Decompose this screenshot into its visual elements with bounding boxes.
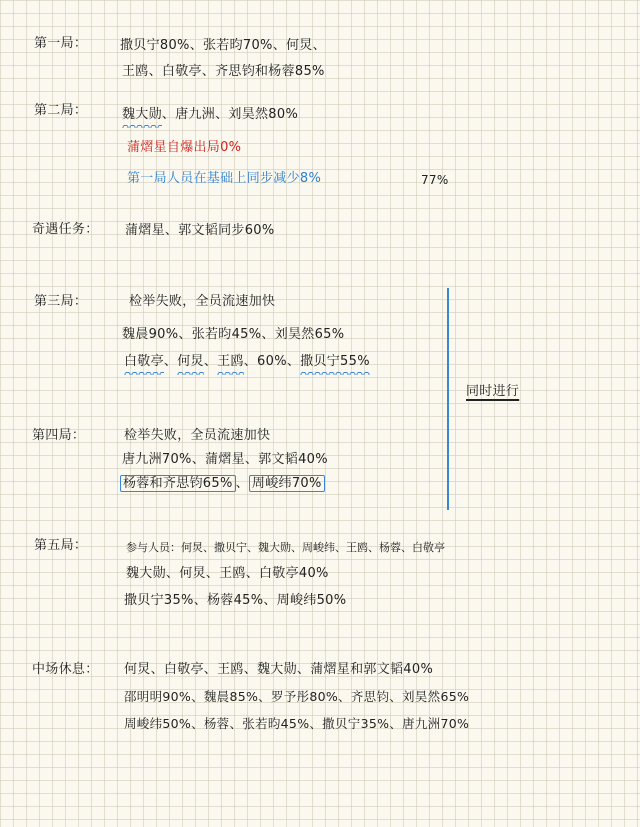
round1-line2: 王鸥、白敬亭、齐思钧和杨蓉85% <box>122 64 325 79</box>
round2-extra-value: 77% <box>421 173 449 187</box>
round4-sep: 、 <box>235 476 249 491</box>
round4-line2: 唐九洲70%、蒲熠星、郭文韬40% <box>122 452 328 467</box>
round2-line1-rest: 、唐九洲、刘昊然80% <box>161 107 299 122</box>
round3-sep-2: 、 <box>203 354 218 369</box>
round5-participants: 参与人员：何炅、撒贝宁、魏大勋、周峻纬、王鸥、杨蓉、白敬亭 <box>126 541 445 554</box>
round4-line1: 检举失败，全员流速加快 <box>124 428 271 443</box>
round2-line1 <box>122 107 298 123</box>
round3-line2: 魏晨90%、张若昀45%、刘昊然65% <box>122 327 345 342</box>
round1-label: 第一局： <box>34 36 88 51</box>
round2-blue-note: 第一局人员在基础上同步减少8% <box>127 171 322 186</box>
round3-sep-1: 、 <box>163 354 178 369</box>
simultaneous-note: 同时进行 <box>466 384 520 399</box>
round3-name-3: 王鸥 <box>217 354 244 369</box>
quest-text: 蒲熠星、郭文韬同步60% <box>125 223 275 238</box>
halftime-line3: 周峻纬50%、杨蓉、张若昀45%、撒贝宁35%、唐九洲70% <box>124 716 470 731</box>
round3-name-4: 撒贝宁55% <box>300 354 370 369</box>
round3-name-1: 白敬亭 <box>124 354 164 369</box>
round4-label: 第四局： <box>32 428 86 443</box>
round3-line3 <box>124 354 370 370</box>
round2-red-note: 蒲熠星自爆出局0% <box>127 140 242 155</box>
round4-boxed-1: 杨蓉和齐思钧65% <box>120 475 236 492</box>
round2-label: 第二局： <box>34 103 88 118</box>
halftime-line1: 何炅、白敬亭、王鸥、魏大勋、蒲熠星和郭文韬40% <box>124 662 434 677</box>
round3-name-2: 何炅 <box>177 354 204 369</box>
quest-label: 奇遇任务： <box>32 222 99 237</box>
round5-label: 第五局： <box>34 538 88 553</box>
halftime-line2: 邵明明90%、魏晨85%、罗予彤80%、齐思钧、刘昊然65% <box>124 689 470 704</box>
round5-line2: 魏大勋、何炅、王鸥、白敬亭40% <box>126 566 329 581</box>
round2-underlined-name: 魏大勋 <box>122 107 162 122</box>
round5-line3: 撒贝宁35%、杨蓉45%、周峻纬50% <box>124 593 347 608</box>
round4-boxed-2: 周峻纬70% <box>249 475 325 492</box>
simultaneous-bracket-line <box>447 288 449 510</box>
round3-sep-3: 、60%、 <box>243 354 301 369</box>
round3-line1: 检举失败，全员流速加快 <box>129 294 276 309</box>
round3-label: 第三局： <box>34 294 88 309</box>
halftime-label: 中场休息： <box>32 662 99 677</box>
round1-line1: 撒贝宁80%、张若昀70%、何炅、 <box>120 38 326 53</box>
round4-line3 <box>120 476 325 492</box>
